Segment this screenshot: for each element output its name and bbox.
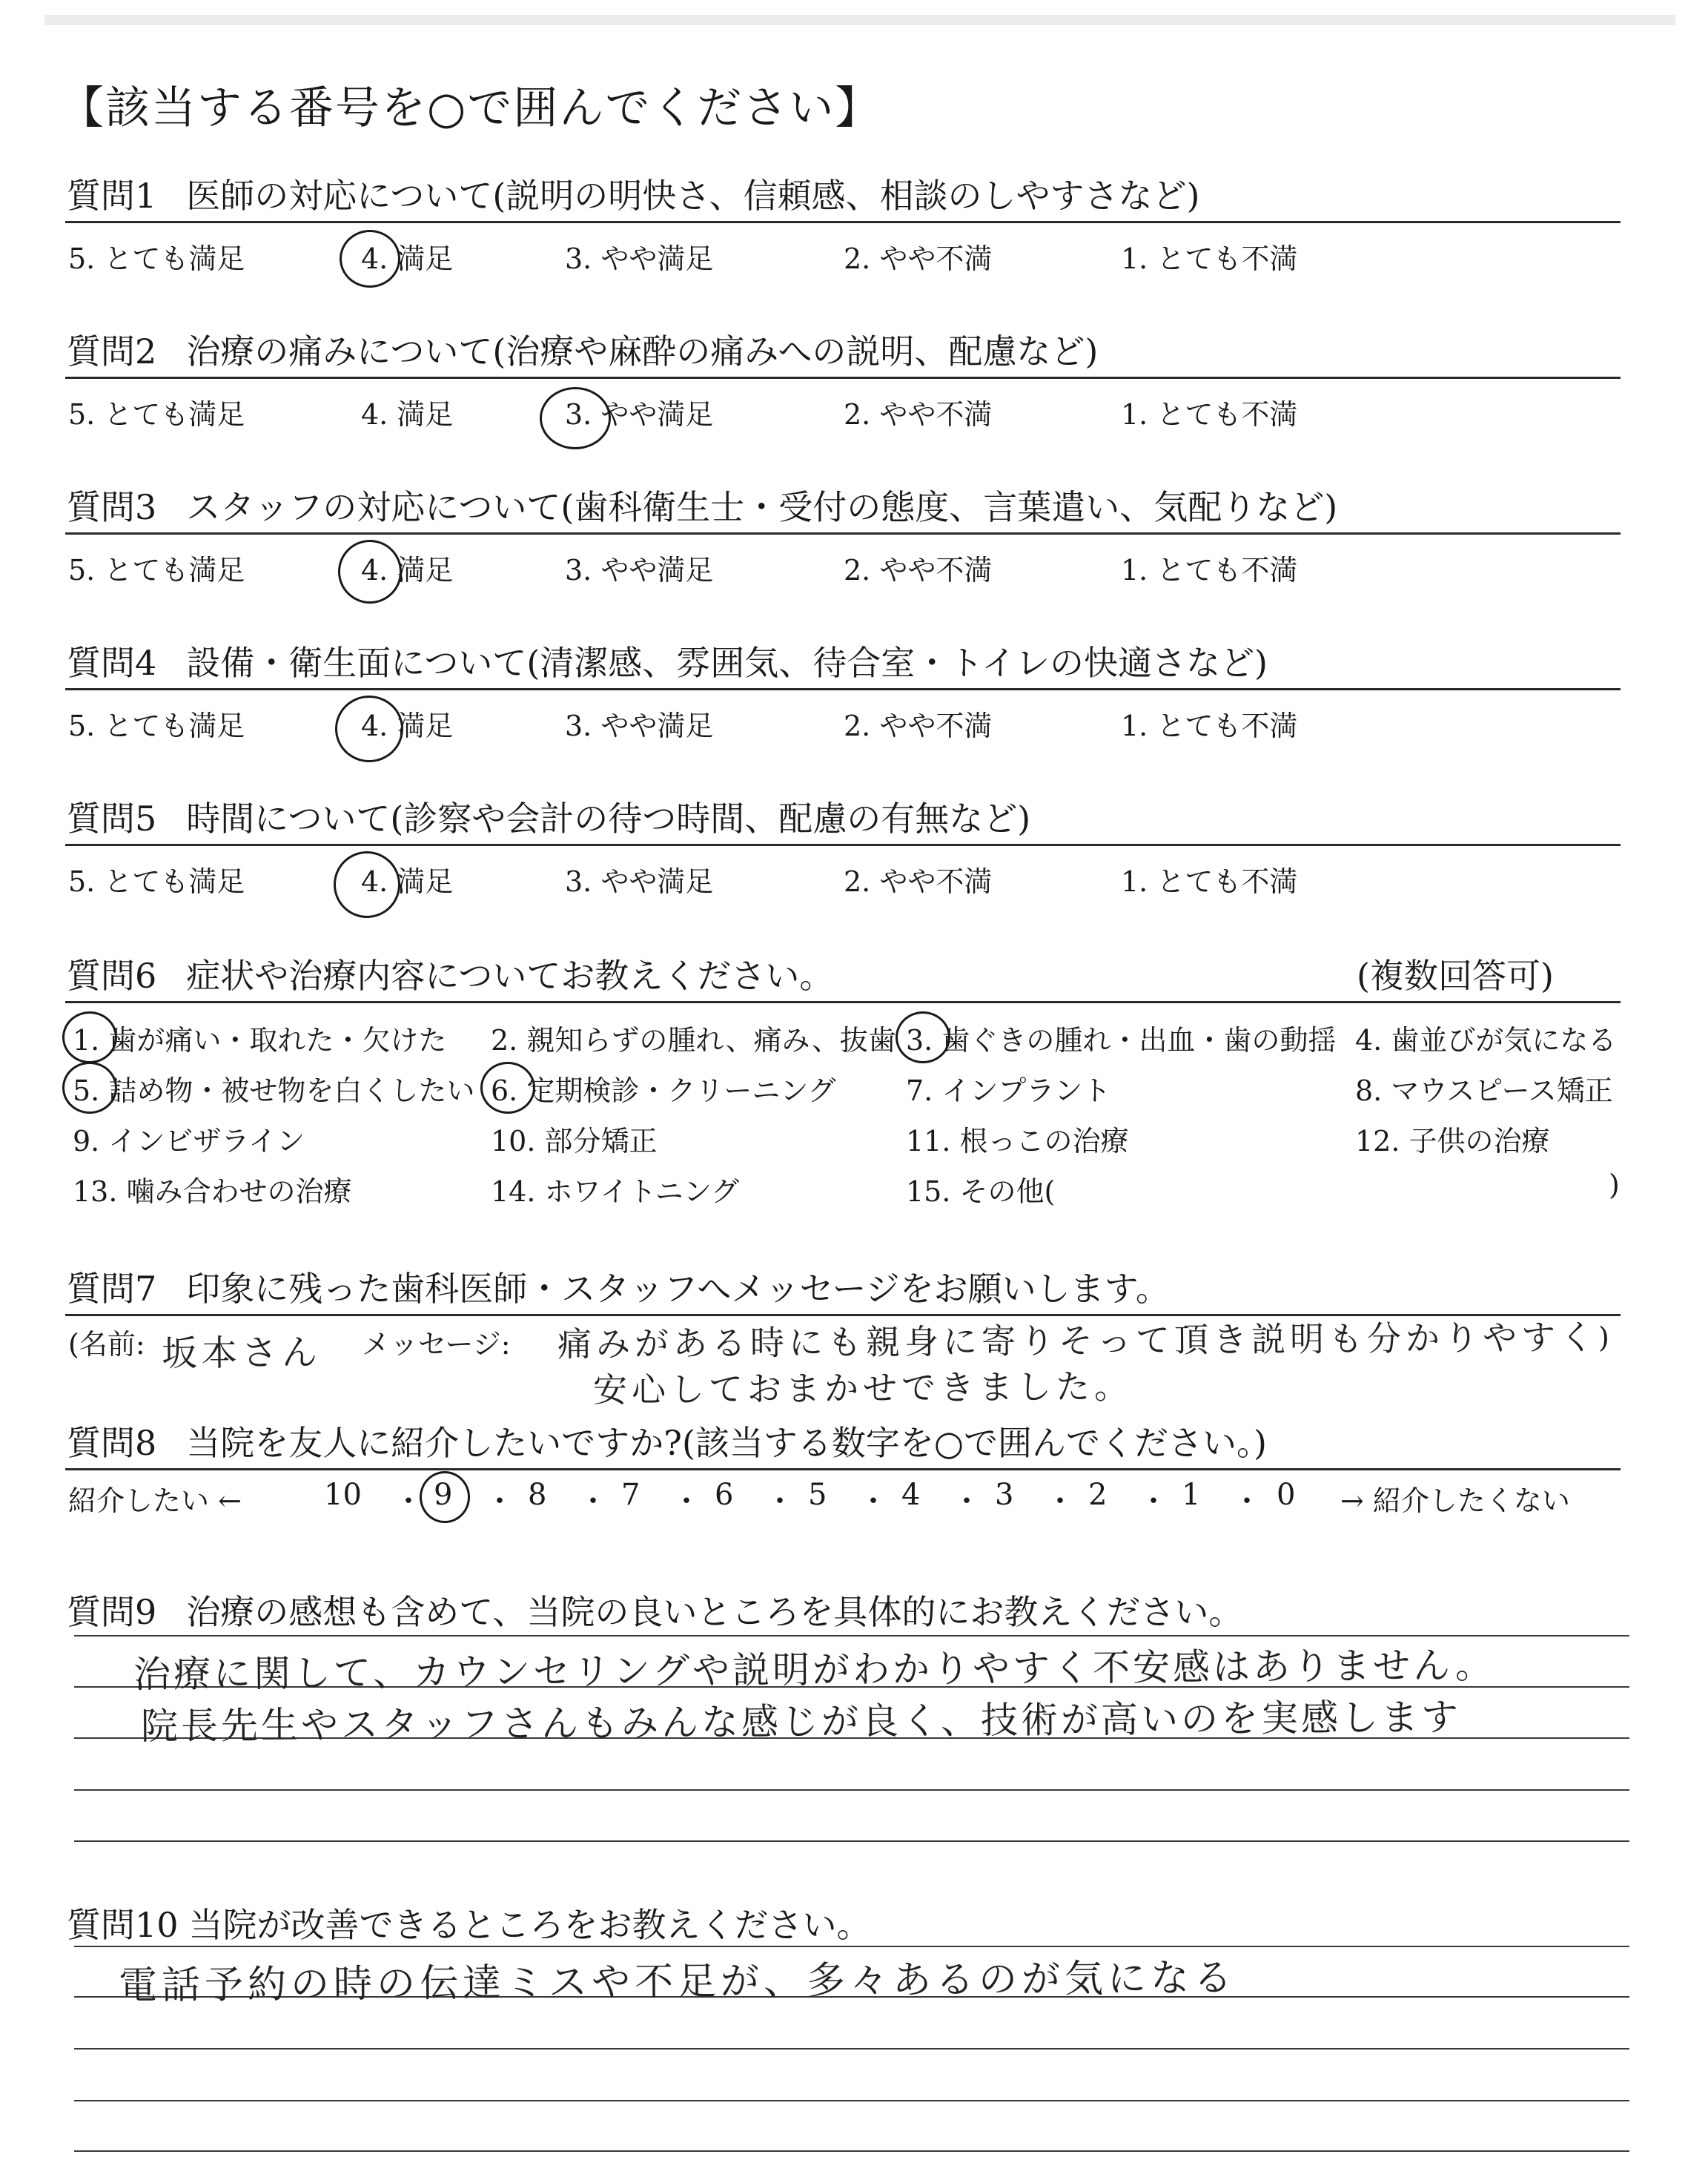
q1-option-2[interactable]: 2. やや不満: [844, 242, 993, 275]
q6-option-4[interactable]: 4. 歯並びが気になる: [1355, 1024, 1617, 1057]
q10-title: 当院が改善できるところをお教えください。: [188, 1905, 871, 1945]
q2-selection-circle: [540, 387, 611, 449]
q9-title: 治療の感想も含めて、当院の良いところを具体的にお教えください。: [186, 1592, 1243, 1632]
q8-scale-dot: ・: [1045, 1484, 1075, 1519]
q4-option-1[interactable]: 1. とても不満: [1121, 710, 1298, 742]
scan-top-edge: [44, 15, 1675, 25]
q6-option-11[interactable]: 11. 根っこの治療: [906, 1125, 1129, 1157]
q8-scale-10[interactable]: 10: [324, 1478, 362, 1512]
q8-scale-dot: ・: [672, 1484, 701, 1519]
q1-option-5[interactable]: 5. とても満足: [68, 242, 245, 275]
q9-answer-line-2[interactable]: 院長先生やスタッフさんもみんな感じが良く、技術が高いのを実感します: [140, 1695, 1462, 1748]
q4-rule: [65, 688, 1621, 690]
q3-option-4[interactable]: 4. 満足: [361, 554, 454, 587]
q10-answer-line-1[interactable]: 電話予約の時の伝達ミスや不足が、多々あるのが気になる: [118, 1955, 1237, 2009]
q8-scale-dot: ・: [485, 1484, 514, 1519]
q8-scale-6[interactable]: 6: [715, 1478, 734, 1512]
q8-scale-dot: ・: [578, 1484, 608, 1519]
q5-option-3[interactable]: 3. やや満足: [565, 865, 714, 898]
q10-answer-line: [74, 2048, 1629, 2050]
q1-selection-circle: [340, 230, 400, 288]
q6-option-13[interactable]: 13. 噛み合わせの治療: [73, 1175, 352, 1208]
q1-option-1[interactable]: 1. とても不満: [1121, 242, 1298, 275]
q4-title: 設備・衛生面について(清潔感、雰囲気、待合室・トイレの快適さなど): [186, 643, 1268, 683]
q6-option-14[interactable]: 14. ホワイトニング: [491, 1175, 740, 1208]
q6-option-8[interactable]: 8. マウスピース矯正: [1355, 1074, 1613, 1107]
q4-option-5[interactable]: 5. とても満足: [68, 710, 245, 742]
q9-answer-line: [74, 1840, 1629, 1842]
q4-number: 質問4: [67, 643, 157, 683]
q9-answer-line: [74, 1789, 1629, 1791]
q4-option-3[interactable]: 3. やや満足: [565, 710, 714, 742]
q7-message-label: メッセージ:: [362, 1328, 511, 1361]
q1-option-4[interactable]: 4. 満足: [361, 242, 454, 275]
q8-number: 質問8: [67, 1423, 157, 1463]
q6-option-3[interactable]: 3. 歯ぐきの腫れ・出血・歯の動揺: [906, 1024, 1337, 1057]
q1-number: 質問1: [67, 176, 157, 216]
q8-scale-9[interactable]: 9: [434, 1478, 453, 1512]
q1-heading: [67, 169, 1199, 218]
q5-option-1[interactable]: 1. とても不満: [1121, 865, 1298, 898]
q1-title: 医師の対応について(説明の明快さ、信頼感、相談のしやすさなど): [186, 176, 1200, 216]
q1-rule: [65, 221, 1621, 223]
q7-heading: [67, 1262, 1170, 1311]
q8-scale-dot: ・: [1232, 1484, 1262, 1519]
q6-option-1[interactable]: 1. 歯が痛い・取れた・欠けた: [73, 1024, 447, 1057]
q2-heading: [67, 325, 1098, 374]
q4-option-4[interactable]: 4. 満足: [361, 710, 454, 742]
q10-answer-line: [74, 1946, 1629, 1947]
q10-answer-line: [74, 2150, 1629, 2152]
q8-scale-8[interactable]: 8: [528, 1478, 547, 1512]
q6-selection-circle-5: [62, 1062, 117, 1114]
q8-title: 当院を友人に紹介したいですか?(該当する数字を○で囲んでください。): [186, 1423, 1267, 1463]
q7-message-line-1[interactable]: 痛みがある時にも親身に寄りそって頂き説明も分かりやすく: [557, 1317, 1599, 1364]
q2-option-4[interactable]: 4. 満足: [361, 398, 454, 431]
q8-scale-3[interactable]: 3: [995, 1478, 1014, 1512]
q7-name-label: (名前:: [68, 1328, 145, 1361]
q10-number: 質問10: [67, 1905, 179, 1945]
q8-scale-1[interactable]: 1: [1182, 1478, 1201, 1512]
q3-rule: [65, 532, 1621, 535]
q7-number: 質問7: [67, 1269, 157, 1309]
q8-scale-dot: ・: [765, 1484, 795, 1519]
q5-heading: [67, 792, 1030, 841]
q4-selection-circle: [335, 696, 403, 762]
q10-answer-line: [74, 2100, 1629, 2101]
q2-option-5[interactable]: 5. とても満足: [68, 398, 245, 431]
q7-title: 印象に残った歯科医師・スタッフへメッセージをお願いします。: [186, 1269, 1170, 1309]
q8-scale-0[interactable]: 0: [1277, 1478, 1296, 1512]
q3-option-3[interactable]: 3. やや満足: [565, 554, 714, 587]
q8-scale-7[interactable]: 7: [621, 1478, 640, 1512]
q3-option-5[interactable]: 5. とても満足: [68, 554, 245, 587]
q2-option-1[interactable]: 1. とても不満: [1121, 398, 1298, 431]
q9-heading: [67, 1585, 1242, 1634]
q5-title: 時間について(診察や会計の待つ時間、配慮の有無など): [186, 799, 1031, 839]
q4-option-2[interactable]: 2. やや不満: [844, 710, 993, 742]
q8-scale-dot: ・: [1139, 1484, 1168, 1519]
q3-selection-circle: [338, 540, 402, 604]
q9-number: 質問9: [67, 1592, 157, 1632]
q5-option-4[interactable]: 4. 満足: [361, 865, 454, 898]
q3-option-2[interactable]: 2. やや不満: [844, 554, 993, 587]
q1-option-3[interactable]: 3. やや満足: [565, 242, 714, 275]
q6-option-7[interactable]: 7. インプラント: [906, 1074, 1111, 1107]
q4-heading: [67, 636, 1268, 685]
q8-scale-dot: ・: [858, 1484, 888, 1519]
q8-left-label: 紹介したい ←: [68, 1484, 242, 1517]
q2-rule: [65, 377, 1621, 379]
q6-note: (複数回答可): [1357, 956, 1554, 996]
q6-option-12[interactable]: 12. 子供の治療: [1355, 1125, 1550, 1157]
q6-option-15-close: ): [1609, 1169, 1620, 1201]
q6-option-15[interactable]: 15. その他(: [906, 1175, 1056, 1208]
q5-number: 質問5: [67, 799, 157, 839]
q6-option-9[interactable]: 9. インビザライン: [73, 1125, 305, 1157]
q6-title: 症状や治療内容についてお教えください。: [186, 956, 834, 996]
q10-heading: [67, 1898, 871, 1947]
q6-option-6[interactable]: 6. 定期検診・クリーニング: [491, 1074, 836, 1107]
q6-selection-circle-6: [480, 1062, 535, 1114]
q6-rule: [65, 1001, 1621, 1003]
q6-option-2[interactable]: 2. 親知らずの腫れ、痛み、抜歯: [491, 1024, 896, 1057]
q3-heading: [67, 480, 1337, 529]
q8-right-label: → 紹介したくない: [1340, 1484, 1570, 1517]
q5-rule: [65, 844, 1621, 846]
q5-option-5[interactable]: 5. とても満足: [68, 865, 245, 898]
q5-selection-circle: [334, 851, 400, 918]
page-title: 【該当する番号を○で囲んでください】: [59, 82, 881, 134]
q8-scale-2[interactable]: 2: [1088, 1478, 1108, 1512]
q5-option-2[interactable]: 2. やや不満: [844, 865, 993, 898]
q3-option-1[interactable]: 1. とても不満: [1121, 554, 1298, 587]
q6-selection-circle-1: [62, 1011, 117, 1063]
q7-name-value[interactable]: 坂本さん: [161, 1332, 322, 1375]
q6-number: 質問6: [67, 956, 157, 996]
q2-option-3[interactable]: 3. やや満足: [565, 398, 714, 431]
q8-heading: [67, 1416, 1267, 1465]
q6-option-10[interactable]: 10. 部分矯正: [491, 1125, 658, 1157]
q2-option-2[interactable]: 2. やや不満: [844, 398, 993, 431]
q2-number: 質問2: [67, 331, 157, 371]
q9-answer-line-1[interactable]: 治療に関して、カウンセリングや説明がわかりやすく不安感はありません。: [133, 1643, 1496, 1697]
q2-title: 治療の痛みについて(治療や麻酔の痛みへの説明、配慮など): [186, 331, 1099, 371]
q3-number: 質問3: [67, 487, 157, 527]
q6-selection-circle-3: [896, 1011, 950, 1063]
q8-rule: [65, 1468, 1621, 1470]
q8-scale-dot: ・: [952, 1484, 982, 1519]
q8-scale-4[interactable]: 4: [901, 1478, 921, 1512]
q7-close-paren: ): [1598, 1321, 1609, 1354]
q8-scale-5[interactable]: 5: [808, 1478, 827, 1512]
q6-option-5[interactable]: 5. 詰め物・被せ物を白くしたい: [73, 1074, 475, 1107]
q7-message-line-2[interactable]: 安心しておまかせできました。: [592, 1366, 1133, 1410]
q8-selection-circle: [420, 1471, 470, 1523]
q8-scale-dot: ・: [394, 1484, 423, 1519]
q3-title: スタッフの対応について(歯科衛生士・受付の態度、言葉遣い、気配りなど): [186, 487, 1338, 527]
q6-heading: [67, 949, 833, 998]
